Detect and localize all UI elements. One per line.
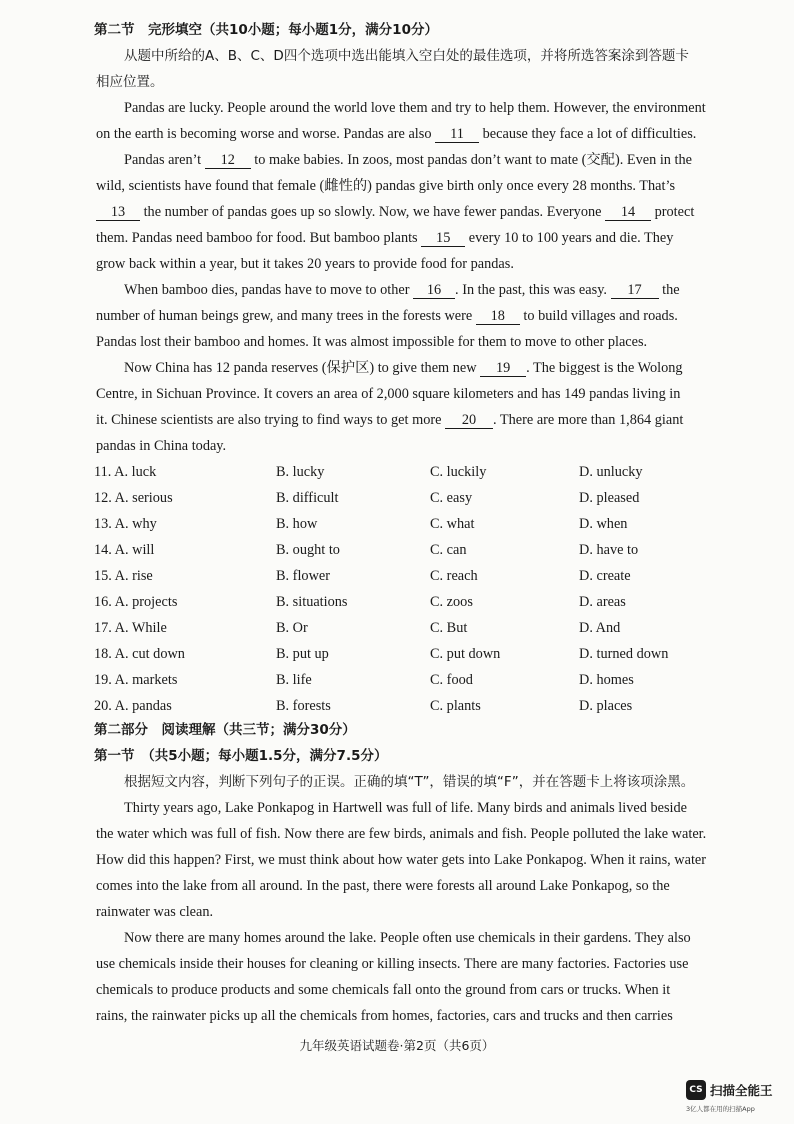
section-2-title: 第二节 完形填空（共10小题；每小题1分，满分10分） bbox=[94, 22, 438, 38]
blank-20[interactable]: 20 bbox=[445, 412, 493, 429]
option-c[interactable]: C. luckily bbox=[430, 464, 487, 480]
option-b[interactable]: B. Or bbox=[276, 620, 308, 636]
option-b[interactable]: B. how bbox=[276, 516, 318, 532]
option-row bbox=[94, 567, 754, 585]
passage-line: them. Pandas need bamboo for food. But bamboo plants 15 every 10 to 100 years and die. They bbox=[96, 230, 674, 246]
passage-line: number of human beings grew, and many trees in the forests were 18 to build villages and roads. bbox=[96, 308, 678, 324]
option-b[interactable]: B. put up bbox=[276, 646, 329, 662]
passage-line: grow back within a year, but it takes 20 years to provide food for pandas. bbox=[96, 256, 514, 272]
option-d[interactable]: D. turned down bbox=[579, 646, 669, 662]
passage-line: Centre, in Sichuan Province. It covers an area of 2,000 square kilometers and has 149 pandas living in bbox=[96, 386, 681, 402]
option-d[interactable]: D. places bbox=[579, 698, 633, 714]
passage-line: pandas in China today. bbox=[96, 438, 227, 454]
part-2-subtitle: 第一节 （共5小题；每小题1.5分，满分7.5分） bbox=[94, 748, 388, 764]
section-2-instruction-cont: 相应位置。 bbox=[96, 74, 164, 90]
passage-line: 13 the number of pandas goes up so slowly. Now, we have fewer pandas. Everyone 14 protect bbox=[96, 203, 740, 221]
reading-line: comes into the lake from all around. In the past, there were forests all around Lake Ponkapog, so the bbox=[96, 878, 670, 894]
reading-line: chemicals to produce products and some chemicals fall onto the ground from cars or trucks. When it bbox=[96, 982, 671, 998]
option-d[interactable]: D. areas bbox=[579, 594, 626, 610]
option-b[interactable]: B. life bbox=[276, 672, 312, 688]
passage-line: Pandas are lucky. People around the world love them and try to help them. However, the environment bbox=[124, 100, 706, 116]
camscanner-logo-icon: CS bbox=[686, 1080, 706, 1100]
blank-16[interactable]: 16 bbox=[413, 282, 455, 299]
option-row bbox=[94, 541, 754, 559]
option-a[interactable]: 11. A. luck bbox=[94, 464, 157, 480]
option-c[interactable]: C. reach bbox=[430, 568, 478, 584]
reading-line: How did this happen? First, we must think about how water gets into Lake Ponkapog. When it rains, water bbox=[96, 852, 707, 868]
reading-line: the water which was full of fish. Now there are few birds, animals and fish. People polluted the lake water. bbox=[96, 826, 707, 842]
blank-14[interactable]: 14 bbox=[605, 204, 651, 221]
option-row bbox=[94, 489, 754, 507]
option-a[interactable]: 14. A. will bbox=[94, 542, 155, 558]
option-c[interactable]: C. food bbox=[430, 672, 473, 688]
blank-17[interactable]: 17 bbox=[611, 282, 659, 299]
passage-line: Pandas lost their bamboo and homes. It was almost impossible for them to move to other places. bbox=[96, 334, 648, 350]
passage-line: on the earth is becoming worse and worse. Pandas are also 11 because they face a lot of difficulties. bbox=[96, 126, 697, 142]
option-c[interactable]: C. zoos bbox=[430, 594, 473, 610]
option-row bbox=[94, 645, 754, 663]
option-a[interactable]: 19. A. markets bbox=[94, 672, 178, 688]
option-d[interactable]: D. And bbox=[579, 620, 621, 636]
option-c[interactable]: C. can bbox=[430, 542, 467, 558]
option-a[interactable]: 15. A. rise bbox=[94, 568, 153, 584]
reading-line: rains, the rainwater picks up all the chemicals from homes, factories, cars and trucks and then carries bbox=[96, 1008, 673, 1024]
option-row bbox=[94, 671, 754, 689]
blank-15[interactable]: 15 bbox=[421, 230, 465, 247]
blank-11[interactable]: 11 bbox=[435, 126, 479, 143]
option-a[interactable]: 20. A. pandas bbox=[94, 698, 172, 714]
option-d[interactable]: D. unlucky bbox=[579, 464, 643, 480]
option-a[interactable]: 12. A. serious bbox=[94, 490, 173, 506]
watermark-name: 扫描全能王 bbox=[710, 1083, 773, 1098]
option-a[interactable]: 17. A. While bbox=[94, 620, 167, 636]
part-2-instruction: 根据短文内容，判断下列句子的正误。正确的填“T”，错误的填“F”，并在答题卡上将该项涂黑。 bbox=[124, 774, 695, 790]
reading-line: use chemicals inside their houses for cleaning or killing insects. There are many factories. Factories use bbox=[96, 956, 689, 972]
section-2-instruction: 从题中所给的A、B、C、D四个选项中选出能填入空白处的最佳选项，并将所选答案涂到答题卡 bbox=[124, 48, 689, 64]
option-c[interactable]: C. what bbox=[430, 516, 475, 532]
reading-line: Thirty years ago, Lake Ponkapog in Hartwell was full of life. Many birds and animals lived beside bbox=[124, 800, 687, 816]
passage-line: When bamboo dies, pandas have to move to other 16 . In the past, this was easy. 17 the bbox=[124, 282, 680, 298]
blank-13[interactable]: 13 bbox=[96, 204, 140, 221]
scanner-watermark bbox=[686, 1078, 786, 1118]
option-b[interactable]: B. situations bbox=[276, 594, 348, 610]
watermark-tagline: 3亿人都在用的扫描App bbox=[686, 1105, 755, 1113]
option-d[interactable]: D. have to bbox=[579, 542, 639, 558]
blank-18[interactable]: 18 bbox=[476, 308, 520, 325]
option-b[interactable]: B. flower bbox=[276, 568, 330, 584]
option-d[interactable]: D. create bbox=[579, 568, 631, 584]
passage-line: Now China has 12 panda reserves (保护区) to give them new 19 . The biggest is the Wolong bbox=[124, 360, 683, 376]
option-c[interactable]: C. But bbox=[430, 620, 468, 636]
blank-12[interactable]: 12 bbox=[205, 152, 251, 169]
option-c[interactable]: C. plants bbox=[430, 698, 481, 714]
option-row bbox=[94, 593, 754, 611]
page-footer: 九年级英语试题卷·第2页（共6页） bbox=[299, 1038, 495, 1053]
option-d[interactable]: D. pleased bbox=[579, 490, 640, 506]
reading-line: rainwater was clean. bbox=[96, 904, 214, 920]
passage-line: wild, scientists have found that female (雌性的) pandas give birth only once every 28 months. That’s bbox=[96, 178, 676, 194]
option-row bbox=[94, 515, 754, 533]
option-d[interactable]: D. when bbox=[579, 516, 628, 532]
option-b[interactable]: B. difficult bbox=[276, 490, 339, 506]
option-a[interactable]: 18. A. cut down bbox=[94, 646, 185, 662]
option-b[interactable]: B. ought to bbox=[276, 542, 340, 558]
option-d[interactable]: D. homes bbox=[579, 672, 634, 688]
option-row bbox=[94, 463, 754, 481]
part-2-title: 第二部分 阅读理解（共三节；满分30分） bbox=[94, 722, 356, 738]
option-b[interactable]: B. lucky bbox=[276, 464, 325, 480]
option-c[interactable]: C. put down bbox=[430, 646, 501, 662]
option-a[interactable]: 13. A. why bbox=[94, 516, 157, 532]
option-a[interactable]: 16. A. projects bbox=[94, 594, 178, 610]
option-row bbox=[94, 619, 754, 637]
reading-line: Now there are many homes around the lake. People often use chemicals in their gardens. They also bbox=[124, 930, 691, 946]
option-c[interactable]: C. easy bbox=[430, 490, 473, 506]
blank-19[interactable]: 19 bbox=[480, 360, 526, 377]
option-b[interactable]: B. forests bbox=[276, 698, 331, 714]
passage-line: it. Chinese scientists are also trying to find ways to get more 20 . There are more than 1,864 giant bbox=[96, 412, 684, 428]
option-row bbox=[94, 697, 754, 715]
passage-line: Pandas aren’t 12 to make babies. In zoos, most pandas don’t want to mate (交配). Even in the bbox=[124, 152, 692, 168]
